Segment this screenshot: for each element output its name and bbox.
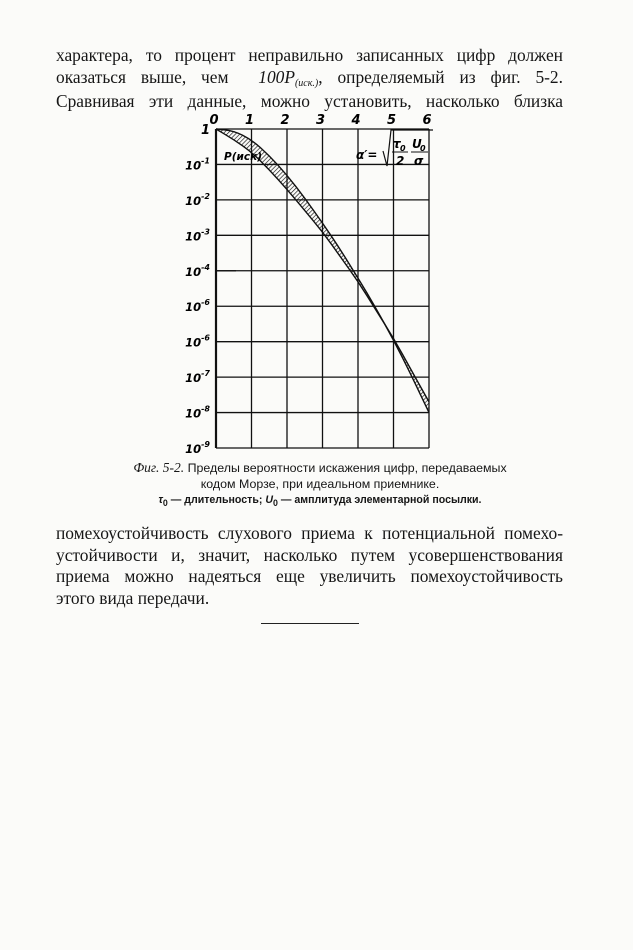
formula-subscript: (иск.) xyxy=(294,77,319,89)
x-axis-ticks xyxy=(209,113,431,128)
x-tick-label: 0 xyxy=(209,113,219,128)
section-divider xyxy=(261,623,359,624)
text-fragment: оказаться выше, чем xyxy=(56,66,229,87)
series-label-text: P(иск) xyxy=(224,151,263,163)
text-line: помехоустойчивость слухового приема к потенциальной помехо- xyxy=(56,523,563,543)
caption-line xyxy=(80,460,560,476)
series-label xyxy=(224,151,262,163)
caption-note xyxy=(80,492,560,511)
x-tick-label: 5 xyxy=(386,113,397,128)
caption-line: кодом Морзе, при идеальном приемнике. xyxy=(200,477,440,491)
y-axis-ticks xyxy=(185,123,210,456)
formula-tau-sub: 0 xyxy=(400,144,406,153)
note-tau-sub: 0 xyxy=(162,498,168,509)
note-text: — амплитуда элементарной посылки. xyxy=(277,494,482,506)
y-tick-label: $10^{-9}$ xyxy=(185,440,210,456)
text-line: характера, то процент неправильно записанных цифр должен xyxy=(56,45,563,65)
x-tick-label: 3 xyxy=(315,113,326,128)
y-tick-label: $10^{-3}$ xyxy=(185,227,210,244)
y-tick-label: $10^{-8}$ xyxy=(185,404,210,421)
formula xyxy=(356,130,433,168)
y-tick-label: $10^{-2}$ xyxy=(185,191,210,208)
note-u-sub: 0 xyxy=(273,498,278,509)
figure-caption xyxy=(80,460,560,511)
caption-text: Пределы вероятности искажения цифр, передаваемых xyxy=(187,461,507,475)
formula-lhs: α′= xyxy=(356,148,378,162)
y-tick-label: 1 xyxy=(200,123,210,138)
x-tick-label: 2 xyxy=(280,113,290,128)
y-tick-label: $10^{-6}$ xyxy=(185,333,210,350)
formula-u-sub: 0 xyxy=(420,144,426,153)
paragraph-bottom xyxy=(56,523,563,609)
y-tick-label: $10^{-1}$ xyxy=(185,156,210,173)
formula-sigma: σ xyxy=(414,154,424,168)
formula-u: U xyxy=(412,137,422,151)
caption-label: Фиг. 5-2. xyxy=(133,460,185,475)
y-tick-label: $10^{-6}$ xyxy=(185,298,210,315)
y-tick-label: $10^{-4}$ xyxy=(185,262,210,279)
text-line: Сравнивая эти данные, можно установить, насколько близка xyxy=(56,91,563,111)
y-tick-label: $10^{-7}$ xyxy=(185,369,210,386)
note-text: — длительность; xyxy=(167,494,266,506)
formula-tau: τ xyxy=(393,137,401,151)
text-line: устойчивости и, значит, насколько путем усовершенствования xyxy=(56,544,563,565)
x-tick-label: 1 xyxy=(244,113,255,128)
text-line: приема можно надеяться еще увеличить помехоустойчивость xyxy=(56,566,563,586)
note-u: U xyxy=(265,494,273,506)
formula-number: 100 xyxy=(258,66,285,87)
text-line: этого вида передачи. xyxy=(56,587,210,608)
chart-grid xyxy=(216,129,429,448)
note-tau: τ xyxy=(158,494,163,506)
formula-two: 2 xyxy=(396,154,405,168)
x-tick-label: 6 xyxy=(422,113,432,128)
x-tick-label: 4 xyxy=(351,113,361,128)
formula-symbol: P xyxy=(284,66,295,87)
text-fragment: , определяемый из фиг. 5-2. xyxy=(318,66,563,87)
